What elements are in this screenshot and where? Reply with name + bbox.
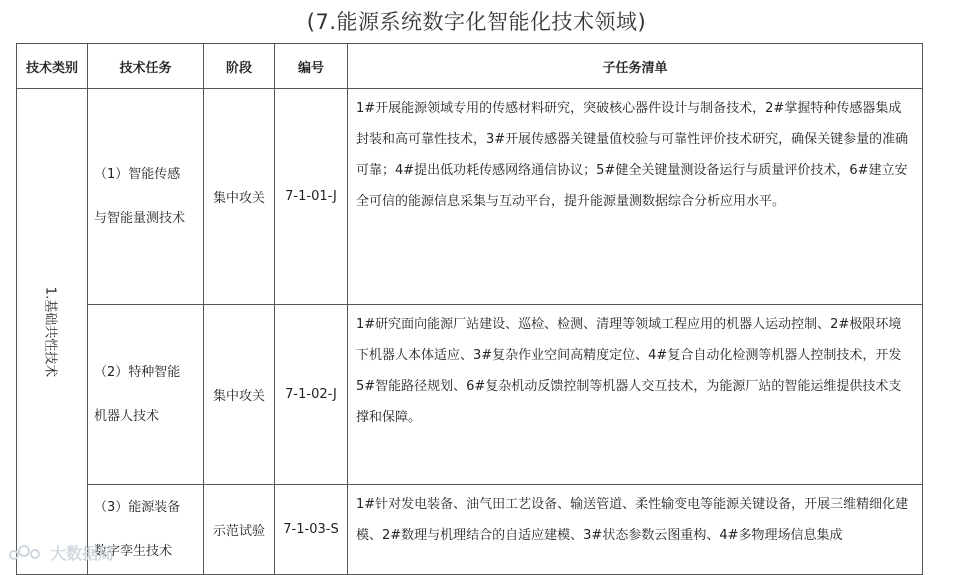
watermark bbox=[8, 541, 114, 564]
table-row bbox=[17, 89, 923, 305]
stage-cell: 示范试验 bbox=[204, 485, 275, 575]
watermark-logo-icon bbox=[8, 543, 42, 563]
table-header-row bbox=[17, 44, 923, 89]
task-cell: （1）智能传感与智能量测技术 bbox=[88, 89, 204, 305]
category-label: 1.基础共性技术 bbox=[42, 286, 58, 377]
header-code: 编号 bbox=[275, 44, 348, 89]
table-row bbox=[17, 305, 923, 485]
stage-cell: 集中攻关 bbox=[204, 89, 275, 305]
code-cell: 7-1-02-J bbox=[275, 305, 348, 485]
subtasks-cell: 1#针对发电装备、油气田工艺设备、输送管道、柔性输变电等能源关键设备，开展三维精细化建模、2#数理与机理结合的自适应建模、3#状态参数云图重构、4#多物理场信息集成 bbox=[348, 485, 923, 575]
header-category: 技术类别 bbox=[17, 44, 88, 89]
tech-table bbox=[16, 43, 923, 575]
task-cell: （2）特种智能机器人技术 bbox=[88, 305, 204, 485]
header-stage: 阶段 bbox=[204, 44, 275, 89]
task-cell: （3）能源装备数字孪生技术 bbox=[88, 485, 204, 575]
subtasks-cell: 1#研究面向能源厂站建设、巡检、检测、清理等领域工程应用的机器人运动控制、2#极限环境下机器人本体适应、3#复杂作业空间高精度定位、4#复合自动化检测等机器人控制技术，开发 5#智能路径规划、6#复杂机动反馈控制等机器人交互技术，为能源厂站的智能运维提供技术支撑和保障。 bbox=[348, 305, 923, 485]
page-title: (7.能源系统数字化智能化技术领域) bbox=[306, 10, 647, 34]
header-subtasks: 子任务清单 bbox=[348, 44, 923, 89]
code-cell: 7-1-03-S bbox=[275, 485, 348, 575]
table-row bbox=[17, 485, 923, 575]
stage-cell: 集中攻关 bbox=[204, 305, 275, 485]
watermark-text: 大数据局 bbox=[50, 544, 115, 563]
code-cell: 7-1-01-J bbox=[275, 89, 348, 305]
category-cell bbox=[17, 89, 88, 575]
header-task: 技术任务 bbox=[88, 44, 204, 89]
subtasks-cell: 1#开展能源领域专用的传感材料研究，突破核心器件设计与制备技术，2#掌握特种传感器集成封装和高可靠性技术，3#开展传感器关键量值校验与可靠性评价技术研究，确保关键参量的准确可靠；4#提出低功耗传感网络通信协议；5#健全关键量测设备运行与质量评价技术，6#建立安全可信的能源信息采集与互动平台，提升能源量测数据综合分析应用水平。 bbox=[348, 89, 923, 305]
